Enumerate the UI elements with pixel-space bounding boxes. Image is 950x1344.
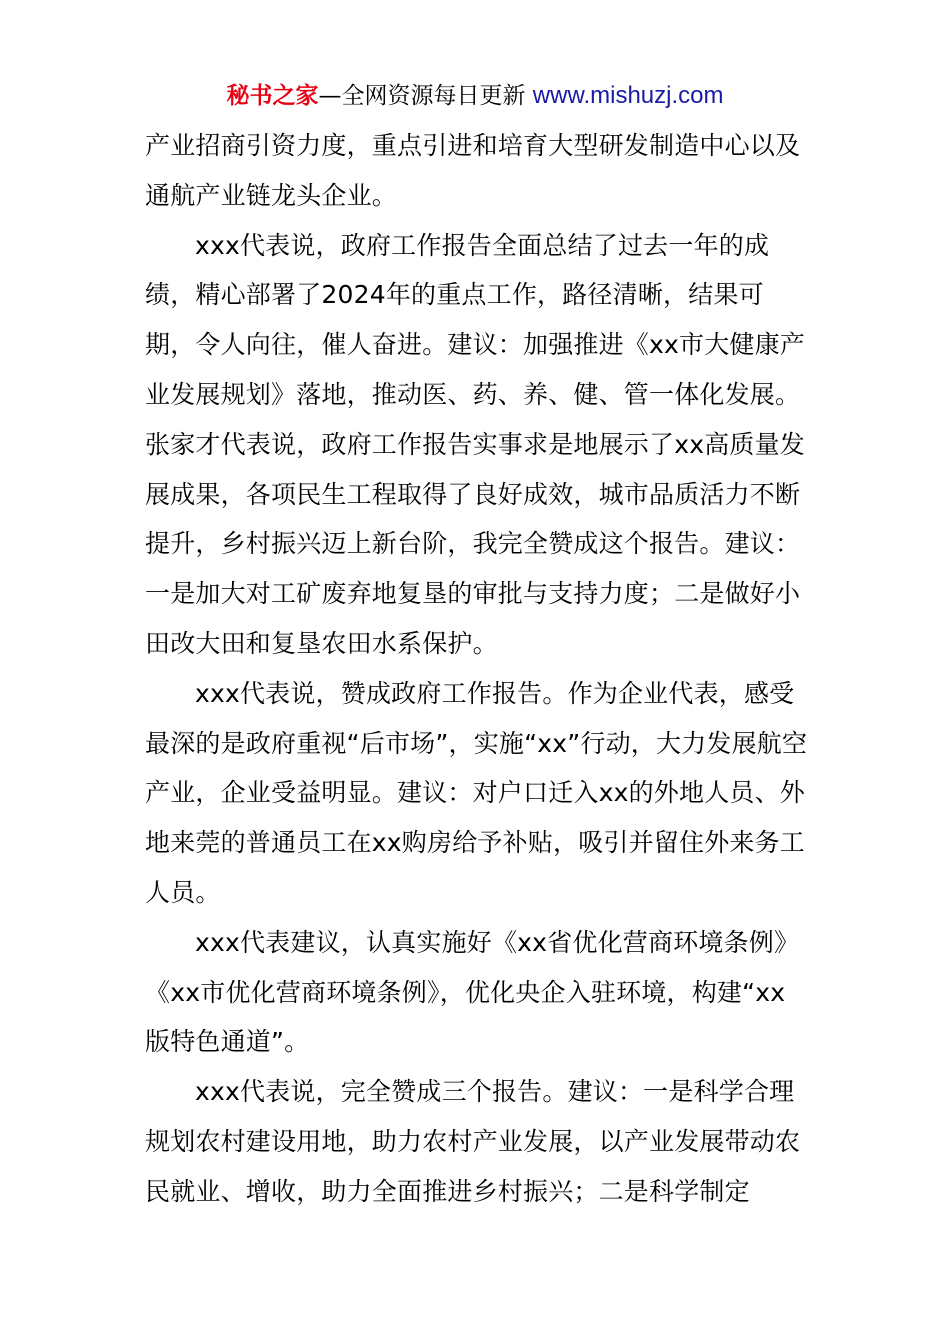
document-body bbox=[145, 121, 810, 1217]
paragraph-continuation: 产业招商引资力度，重点引进和培育大型研发制造中心以及通航产业链龙头企业。 bbox=[145, 131, 801, 210]
paragraph: xxx代表说，完全赞成三个报告。建议：一是科学合理规划农村建设用地，助力农村产业发展，以产业发展带动农民就业、增收，助力全面推进乡村振兴；二是科学制定 bbox=[145, 1077, 801, 1206]
paragraph: xxx代表说，政府工作报告全面总结了过去一年的成绩，精心部署了2024年的重点工作，路径清晰，结果可期，令人向往，催人奋进。建议：加强推进《xx市大健康产业发展规划》落地，推动医、药、养、健、管一体化发展。张家才代表说，政府工作报告实事求是地展示了xx高质量发展成果，各项民生工程取得了良好成效，城市品质活力不断提升，乡村振兴迈上新台阶，我完全赞成这个报告。建议：一是加大对工矿废弃地复垦的审批与支持力度；二是做好小田改大田和复垦农田水系保护。 bbox=[145, 230, 805, 658]
site-header bbox=[0, 80, 950, 112]
site-brand: 秘书之家 bbox=[226, 83, 319, 109]
site-tagline: —全网资源每日更新 bbox=[318, 83, 526, 109]
paragraph: xxx代表建议，认真实施好《xx省优化营商环境条例》《xx市优化营商环境条例》，优化央企入驻环境，构建“xx版特色通道”。 bbox=[145, 927, 800, 1057]
site-url-link[interactable]: www.mishuzj.com bbox=[532, 82, 724, 109]
paragraph: xxx代表说，赞成政府工作报告。作为企业代表，感受最深的是政府重视“后市场”，实施“xx”行动，大力发展航空产业，企业受益明显。建议：对户口迁入xx的外地人员、外地来莞的普通员工在xx购房给予补贴，吸引并留住外来务工人员。 bbox=[145, 678, 808, 907]
